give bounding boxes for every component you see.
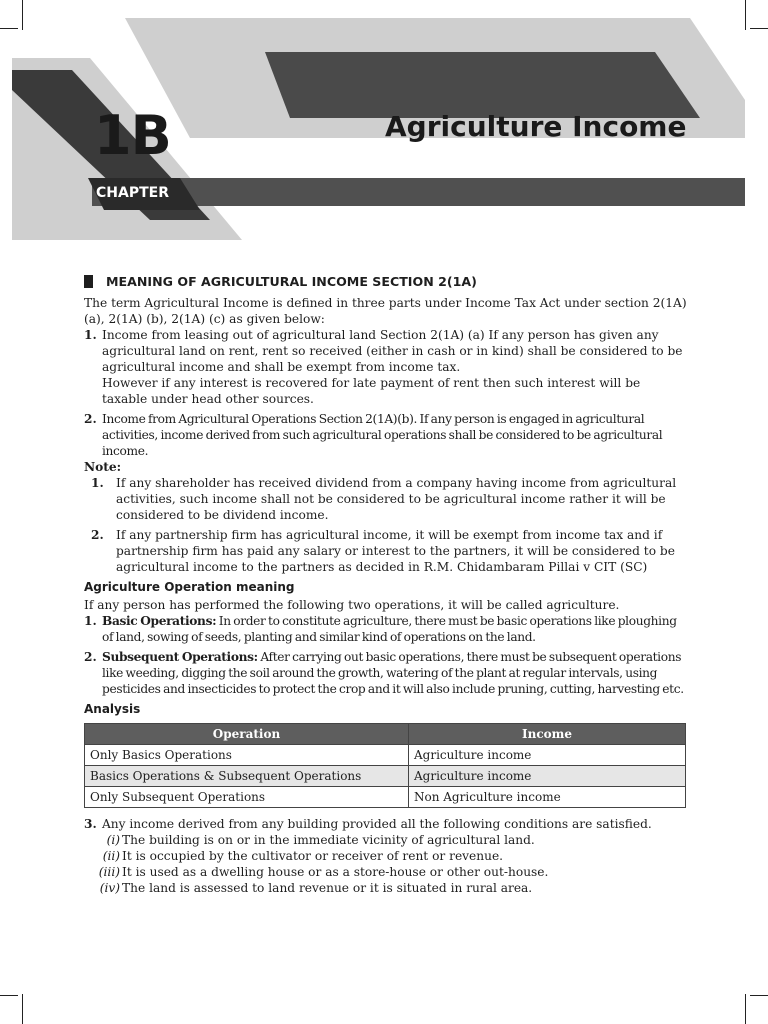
- condition-number: (iv): [99, 881, 120, 895]
- item-label: Subsequent Operations:: [102, 650, 258, 664]
- table-cell: Non Agriculture income: [409, 787, 686, 808]
- table-cell: Agriculture income: [409, 745, 686, 766]
- item-label: Basic Operations:: [102, 614, 217, 628]
- table-cell: Agriculture income: [409, 766, 686, 787]
- item-extra-text: However if any interest is recovered for late payment of rent then such interest will be taxable under head other sources.: [102, 376, 641, 406]
- list-item: [84, 613, 688, 645]
- chapter-number: 1B: [94, 104, 171, 167]
- item-text: Income from leasing out of agricultural land Section 2(1A) (a) If any person has given any agricultural land on rent, rent so received (either in cash or in kind) shall be considered to be agricultural income and shall be exempt from income tax.: [102, 328, 683, 374]
- list-item: [84, 649, 688, 697]
- table-cell: Basics Operations & Subsequent Operations: [85, 766, 409, 787]
- square-bullet-icon: [84, 275, 93, 288]
- subsection-heading: Agriculture Operation meaning: [84, 580, 295, 594]
- item-text: [102, 613, 688, 645]
- condition-text: The building is on or in the immediate vicinity of agricultural land.: [122, 833, 535, 847]
- condition-item: [94, 848, 688, 864]
- analysis-heading: Analysis: [84, 702, 141, 716]
- crop-mark: [22, 994, 23, 1024]
- note-number: 1.: [91, 476, 104, 490]
- note-item: [84, 527, 688, 575]
- item-body: After carrying out basic operations, there must be subsequent operations like weeding, digging the soil around the growth, watering of the plant at regular intervals, using pesticides and insecticides to protect the crop and it will also include pruning, cutting, harvesting etc.: [102, 650, 684, 696]
- condition-text: It is occupied by the cultivator or receiver of rent or revenue.: [122, 849, 504, 863]
- item-number: 1.: [84, 614, 97, 628]
- note-number: 2.: [91, 528, 104, 542]
- crop-mark: [0, 995, 18, 996]
- table-cell: Only Subsequent Operations: [85, 787, 409, 808]
- chapter-title: Agriculture Income: [385, 110, 687, 143]
- condition-number: (iii): [98, 865, 120, 879]
- item-text: Any income derived from any building provided all the following conditions are satisfied.: [102, 817, 652, 831]
- crop-mark: [745, 994, 746, 1024]
- table-row: [85, 787, 686, 808]
- item-text: [102, 649, 688, 697]
- section-heading: [84, 272, 688, 292]
- column-header: Income: [409, 724, 686, 745]
- item-number: 2.: [84, 412, 97, 426]
- operation-intro: If any person has performed the following two operations, it will be called agriculture.: [84, 598, 620, 612]
- chapter-label: CHAPTER: [96, 185, 169, 201]
- section-heading-text: MEANING OF AGRICULTURAL INCOME SECTION 2(1A): [106, 274, 477, 289]
- condition-number: (i): [106, 833, 120, 847]
- note-text: If any partnership firm has agricultural income, it will be exempt from income tax and if partnership firm has paid any salary or interest to the partners, it will be considered to be agricultural income to the partners as decided in R.M. Chidambaram Pillai v CIT (SC): [116, 528, 675, 574]
- condition-list: [84, 832, 688, 896]
- crop-mark: [750, 995, 768, 996]
- page-content: [84, 272, 688, 896]
- list-item: [84, 411, 688, 459]
- condition-text: The land is assessed to land revenue or it is situated in rural area.: [122, 881, 533, 895]
- column-header: Operation: [85, 724, 409, 745]
- table-header-row: [85, 724, 686, 745]
- item-number: 3.: [84, 817, 97, 831]
- chapter-banner: [0, 0, 768, 260]
- condition-number: (ii): [102, 849, 120, 863]
- note-label: Note:: [84, 460, 122, 474]
- condition-item: [94, 880, 688, 896]
- item-body: In order to constitute agriculture, there must be basic operations like ploughing of land, sowing of seeds, planting and similar kind of operations on the land.: [102, 614, 677, 644]
- item-text: Income from Agricultural Operations Section 2(1A)(b). If any person is engaged in agricultural activities, income derived from such agricultural operations shall be considered to be agricultural income.: [102, 412, 663, 458]
- list-item: [84, 327, 688, 407]
- table-cell: Only Basics Operations: [85, 745, 409, 766]
- item-number: 2.: [84, 650, 97, 664]
- note-item: [84, 475, 688, 523]
- intro-paragraph: The term Agricultural Income is defined in three parts under Income Tax Act under section 2(1A) (a), 2(1A) (b), 2(1A) (c) as given below:: [84, 296, 687, 326]
- analysis-table: [84, 723, 686, 808]
- condition-item: [94, 864, 688, 880]
- table-row: [85, 745, 686, 766]
- list-item: [84, 816, 688, 832]
- condition-text: It is used as a dwelling house or as a store-house or other out-house.: [122, 865, 549, 879]
- condition-item: [94, 832, 688, 848]
- table-row: [85, 766, 686, 787]
- note-text: If any shareholder has received dividend from a company having income from agricultural activities, such income shall not be considered to be agricultural income rather it will be considered to be dividend income.: [116, 476, 677, 522]
- item-number: 1.: [84, 328, 97, 342]
